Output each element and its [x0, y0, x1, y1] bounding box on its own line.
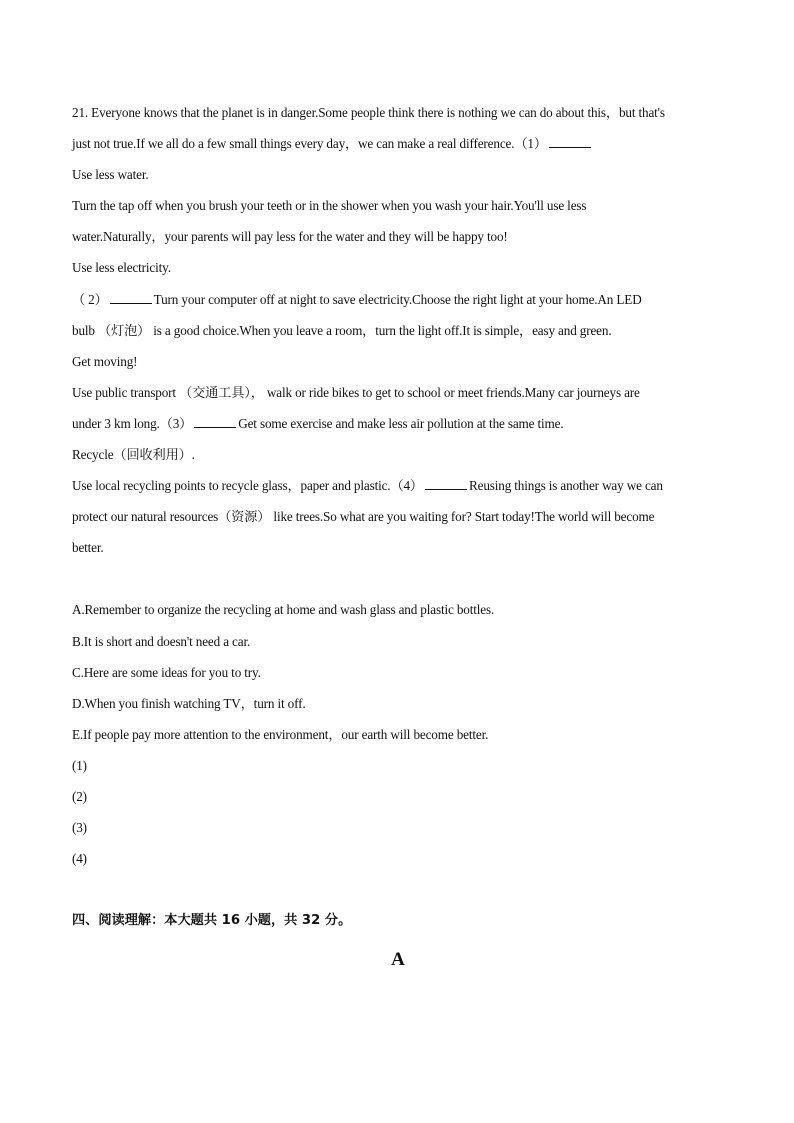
option-e: E.If people pay more attention to the environment，our earth will become better. [72, 726, 489, 742]
passage-text: Get some exercise and make less air pollution at the same time. [238, 415, 564, 431]
answer-2[interactable]: (2) [72, 788, 87, 804]
passage-line-11 [72, 408, 724, 439]
blank-1[interactable] [549, 135, 591, 148]
passage-line-5: water.Naturally，your parents will pay less for the water and they will be happy too! [72, 229, 508, 245]
passage-line-15: better. [72, 540, 104, 556]
blank-2[interactable] [110, 291, 152, 304]
passage-line-4: Turn the tap off when you brush your teeth or in the shower when you wash your hair.You'll use less [72, 198, 587, 214]
passage-line-13 [72, 470, 724, 501]
answer-1[interactable]: (1) [72, 757, 87, 773]
passage-line-9: Get moving! [72, 353, 138, 369]
passage-line-7 [72, 284, 724, 315]
passage-line-8: bulb （灯泡） is a good choice.When you leave a room，turn the light off.It is simple，easy and green. [72, 322, 612, 338]
passage-text: Reusing things is another way we can [468, 478, 663, 494]
blank-3[interactable] [194, 415, 236, 428]
passage-line-2 [72, 128, 724, 159]
spacer [72, 874, 724, 905]
passage-line-3: Use less water. [72, 167, 149, 183]
passage-text: Use local recycling points to recycle glass，paper and plastic.（4） [72, 478, 423, 494]
passage-text: just not true.If we all do a few small things every day，we can make a real difference.（1） [72, 136, 547, 152]
document-page [72, 97, 724, 980]
option-a: A.Remember to organize the recycling at home and wash glass and plastic bottles. [72, 602, 495, 618]
option-b: B.It is short and doesn't need a car. [72, 633, 251, 649]
passage-line-6: Use less electricity. [72, 260, 171, 276]
answer-3[interactable]: (3) [72, 820, 87, 836]
answer-4[interactable]: (4) [72, 851, 87, 867]
option-d: D.When you finish watching TV，turn it off. [72, 695, 306, 711]
option-c: C.Here are some ideas for you to try. [72, 664, 261, 680]
blank-label-2: （ 2） [72, 291, 108, 307]
passage-line-12: Recycle（回收利用）. [72, 447, 195, 463]
passage-text: under 3 km long.（3） [72, 415, 193, 431]
section-heading: 四、阅读理解：本大题共 16 小题，共 32 分。 [72, 913, 352, 929]
blank-4[interactable] [425, 477, 467, 490]
passage-text: Turn your computer off at night to save electricity.Choose the right light at your home.An LED [153, 291, 642, 307]
passage-line-14: protect our natural resources（资源） like trees.So what are you waiting for? Start today!The world will become [72, 509, 655, 525]
passage-line-10: Use public transport （交通工具）， walk or ride bikes to get to school or meet friends.Many car journeys are [72, 384, 640, 400]
part-title: A [391, 949, 405, 971]
passage-line-1: 21. Everyone knows that the planet is in danger.Some people think there is nothing we can do about this，but that's [72, 105, 665, 120]
spacer [72, 563, 724, 594]
